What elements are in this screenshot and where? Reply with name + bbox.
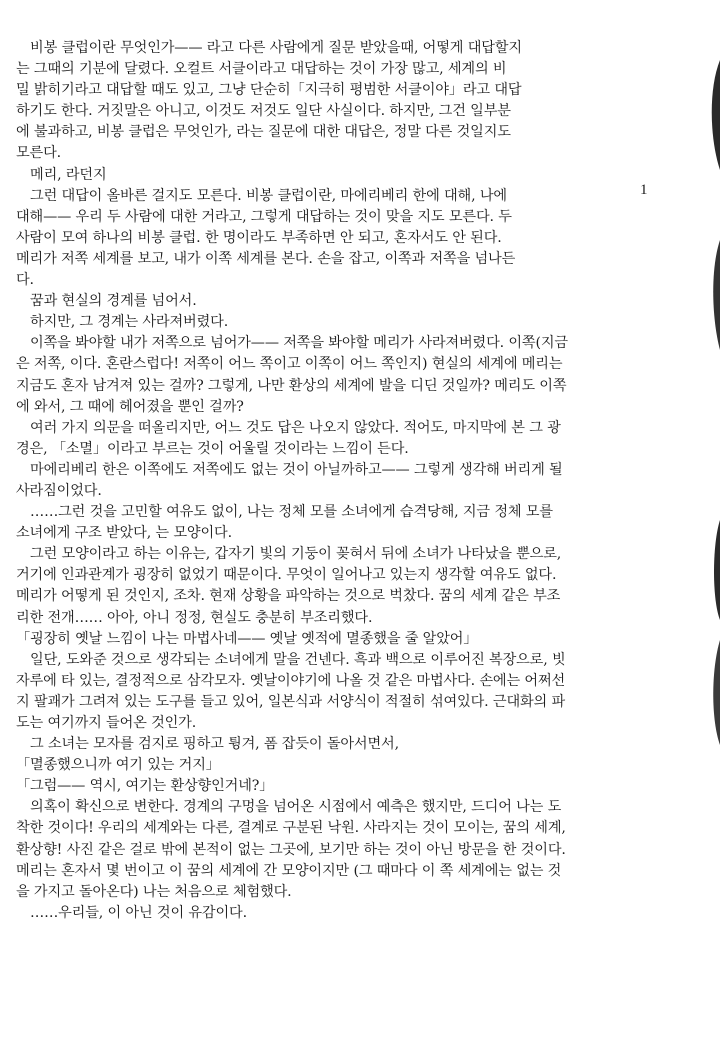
text-line: 사라짐이었다.: [16, 482, 102, 499]
text-line: 이쪽을 봐야할 내가 저쪽으로 넘어가—— 저쪽을 봐야할 메리가 사라져버렸다. 이쪽(지금: [16, 335, 568, 352]
text-line: 메리가 어떻게 된 것인지, 조차. 현재 상황을 파악하는 것으로 벅찼다. 꿈의 세계 같은 부조: [16, 588, 561, 605]
text-line: 여러 가지 의문을 떠올리지만, 어느 것도 답은 나오지 않았다. 적어도, 마지막에 본 그 광: [16, 419, 561, 436]
text-line: 환상향! 사진 같은 걸로 밖에 본적이 없는 그곳에, 보기만 하는 것이 아닌 방문을 한 것이다.: [16, 841, 566, 858]
text-line: 메리는 혼자서 몇 번이고 이 꿈의 세계에 간 모양이지만 (그 때마다 이 쪽 세계에는 없는 것: [16, 862, 562, 879]
page-number: 1: [640, 182, 648, 198]
text-line: 메리, 라던지: [16, 166, 107, 183]
text-line: 밀 밝히기라고 대답할 때도 있고, 그냥 단순히「지극히 평범한 서클이야」라고 대답: [16, 82, 522, 99]
text-line: 꿈과 현실의 경계를 넘어서.: [16, 293, 197, 310]
text-line: 자루에 타 있는, 결정적으로 삼각모자. 옛날이야기에 나올 것 같은 마법사다. 손에는 어쩌선: [16, 672, 566, 689]
text-line: 경은, 「소멸」이라고 부르는 것이 어울릴 것이라는 느낌이 든다.: [16, 440, 409, 457]
text-line: 그 소녀는 모자를 검지로 핑하고 튕겨, 폼 잡듯이 돌아서면서,: [16, 736, 399, 753]
text-line: 하기도 한다. 거짓말은 아니고, 이것도 저것도 일단 사실이다. 하지만, 그건 일부분: [16, 103, 511, 120]
text-line: 은 저쪽, 이다. 혼란스럽다! 저쪽이 어느 쪽이고 이쪽이 어느 쪽인지) 현실의 세계에 메리는: [16, 356, 563, 373]
text-line: 다.: [16, 272, 34, 289]
text-line: 마에리베리 한은 이쪽에도 저쪽에도 없는 것이 아닐까하고—— 그렇게 생각해 버리게 될: [16, 461, 563, 478]
text-line: 「그럼—— 역시, 여기는 환상향인거네?」: [16, 778, 274, 795]
text-line: ……그런 것을 고민할 여유도 없이, 나는 정체 모를 소녀에게 습격당해, 지금 정체 모를: [16, 504, 553, 521]
text-line: 비봉 클럽이란 무엇인가—— 라고 다른 사람에게 질문 받았을때, 어떻게 대답할지: [16, 40, 522, 56]
text-line: 하지만, 그 경계는 사라져버렸다.: [16, 314, 229, 331]
text-line: 을 가지고 돌아온다) 나는 처음으로 체험했다.: [16, 883, 292, 900]
text-line: 는 그때의 기분에 달렸다. 오컬트 서클이라고 대답하는 것이 가장 많고, 세계의 비: [16, 61, 507, 78]
text-line: 그런 대답이 올바른 걸지도 모른다. 비봉 클럽이란, 마에리베리 한에 대해, 나에: [16, 187, 507, 204]
text-line: 착한 것이다! 우리의 세계와는 다른, 결계로 구분된 낙원. 사라지는 것이 모이는, 꿈의 세계,: [16, 820, 566, 837]
text-line: 모른다.: [16, 145, 62, 162]
binding-edge-shadow: [698, 0, 720, 1042]
text-line: 에 불과하고, 비봉 클럽은 무엇인가, 라는 질문에 대한 대답은, 정말 다른 것일지도: [16, 124, 511, 141]
text-line: 「굉장히 옛날 느낌이 나는 마법사네—— 옛날 옛적에 멸종했을 줄 알았어」: [16, 630, 478, 647]
text-line: 거기에 인과관계가 굉장히 없었기 때문이다. 무엇이 일어나고 있는지 생각할 여유도 없다.: [16, 567, 557, 584]
text-line: 소녀에게 구조 받았다, 는 모양이다.: [16, 525, 232, 542]
body-text: [16, 38, 688, 924]
text-line: 메리가 저쪽 세계를 보고, 내가 이쪽 세계를 본다. 손을 잡고, 이쪽과 저쪽을 넘나든: [16, 250, 516, 267]
text-line: 사람이 모여 하나의 비봉 클럽. 한 명이라도 부족하면 안 되고, 혼자서도 안 된다.: [16, 229, 502, 246]
text-line: 도는 여기까지 들어온 것인가.: [16, 715, 197, 731]
text-line: 대해—— 우리 두 사람에 대한 거라고, 그렇게 대답하는 것이 맞을 지도 모른다. 두: [16, 208, 512, 225]
text-line: 그런 모양이라고 하는 이유는, 갑자기 빛의 기둥이 꽂혀서 뒤에 소녀가 나타났을 뿐으로,: [16, 546, 562, 563]
text-line: ……우리들, 이 아닌 것이 유감이다.: [16, 904, 247, 921]
text-line: 「멸종했으니까 여기 있는 거지」: [16, 757, 220, 774]
text-line: 리한 전개…… 아아, 아니 정정, 현실도 충분히 부조리했다.: [16, 609, 373, 626]
text-line: 의혹이 확신으로 변한다. 경계의 구멍을 넘어온 시점에서 예측은 했지만, 드디어 나는 도: [16, 799, 562, 816]
text-line: 지금도 혼자 남겨져 있는 걸까? 그렇게, 나만 환상의 세계에 발을 디딘 것일까? 메리도 이쪽: [16, 377, 567, 394]
text-line: 에 와서, 그 때에 헤어졌을 뿐인 걸까?: [16, 398, 244, 415]
text-line: 지 팔괘가 그려져 있는 도구를 들고 있어, 일본식과 서양식이 적절히 섞여있다. 근대화의 파: [16, 693, 566, 710]
text-line: 일단, 도와준 것으로 생각되는 소녀에게 말을 건넨다. 흑과 백으로 이루어진 복장으로, 빗: [16, 651, 566, 668]
